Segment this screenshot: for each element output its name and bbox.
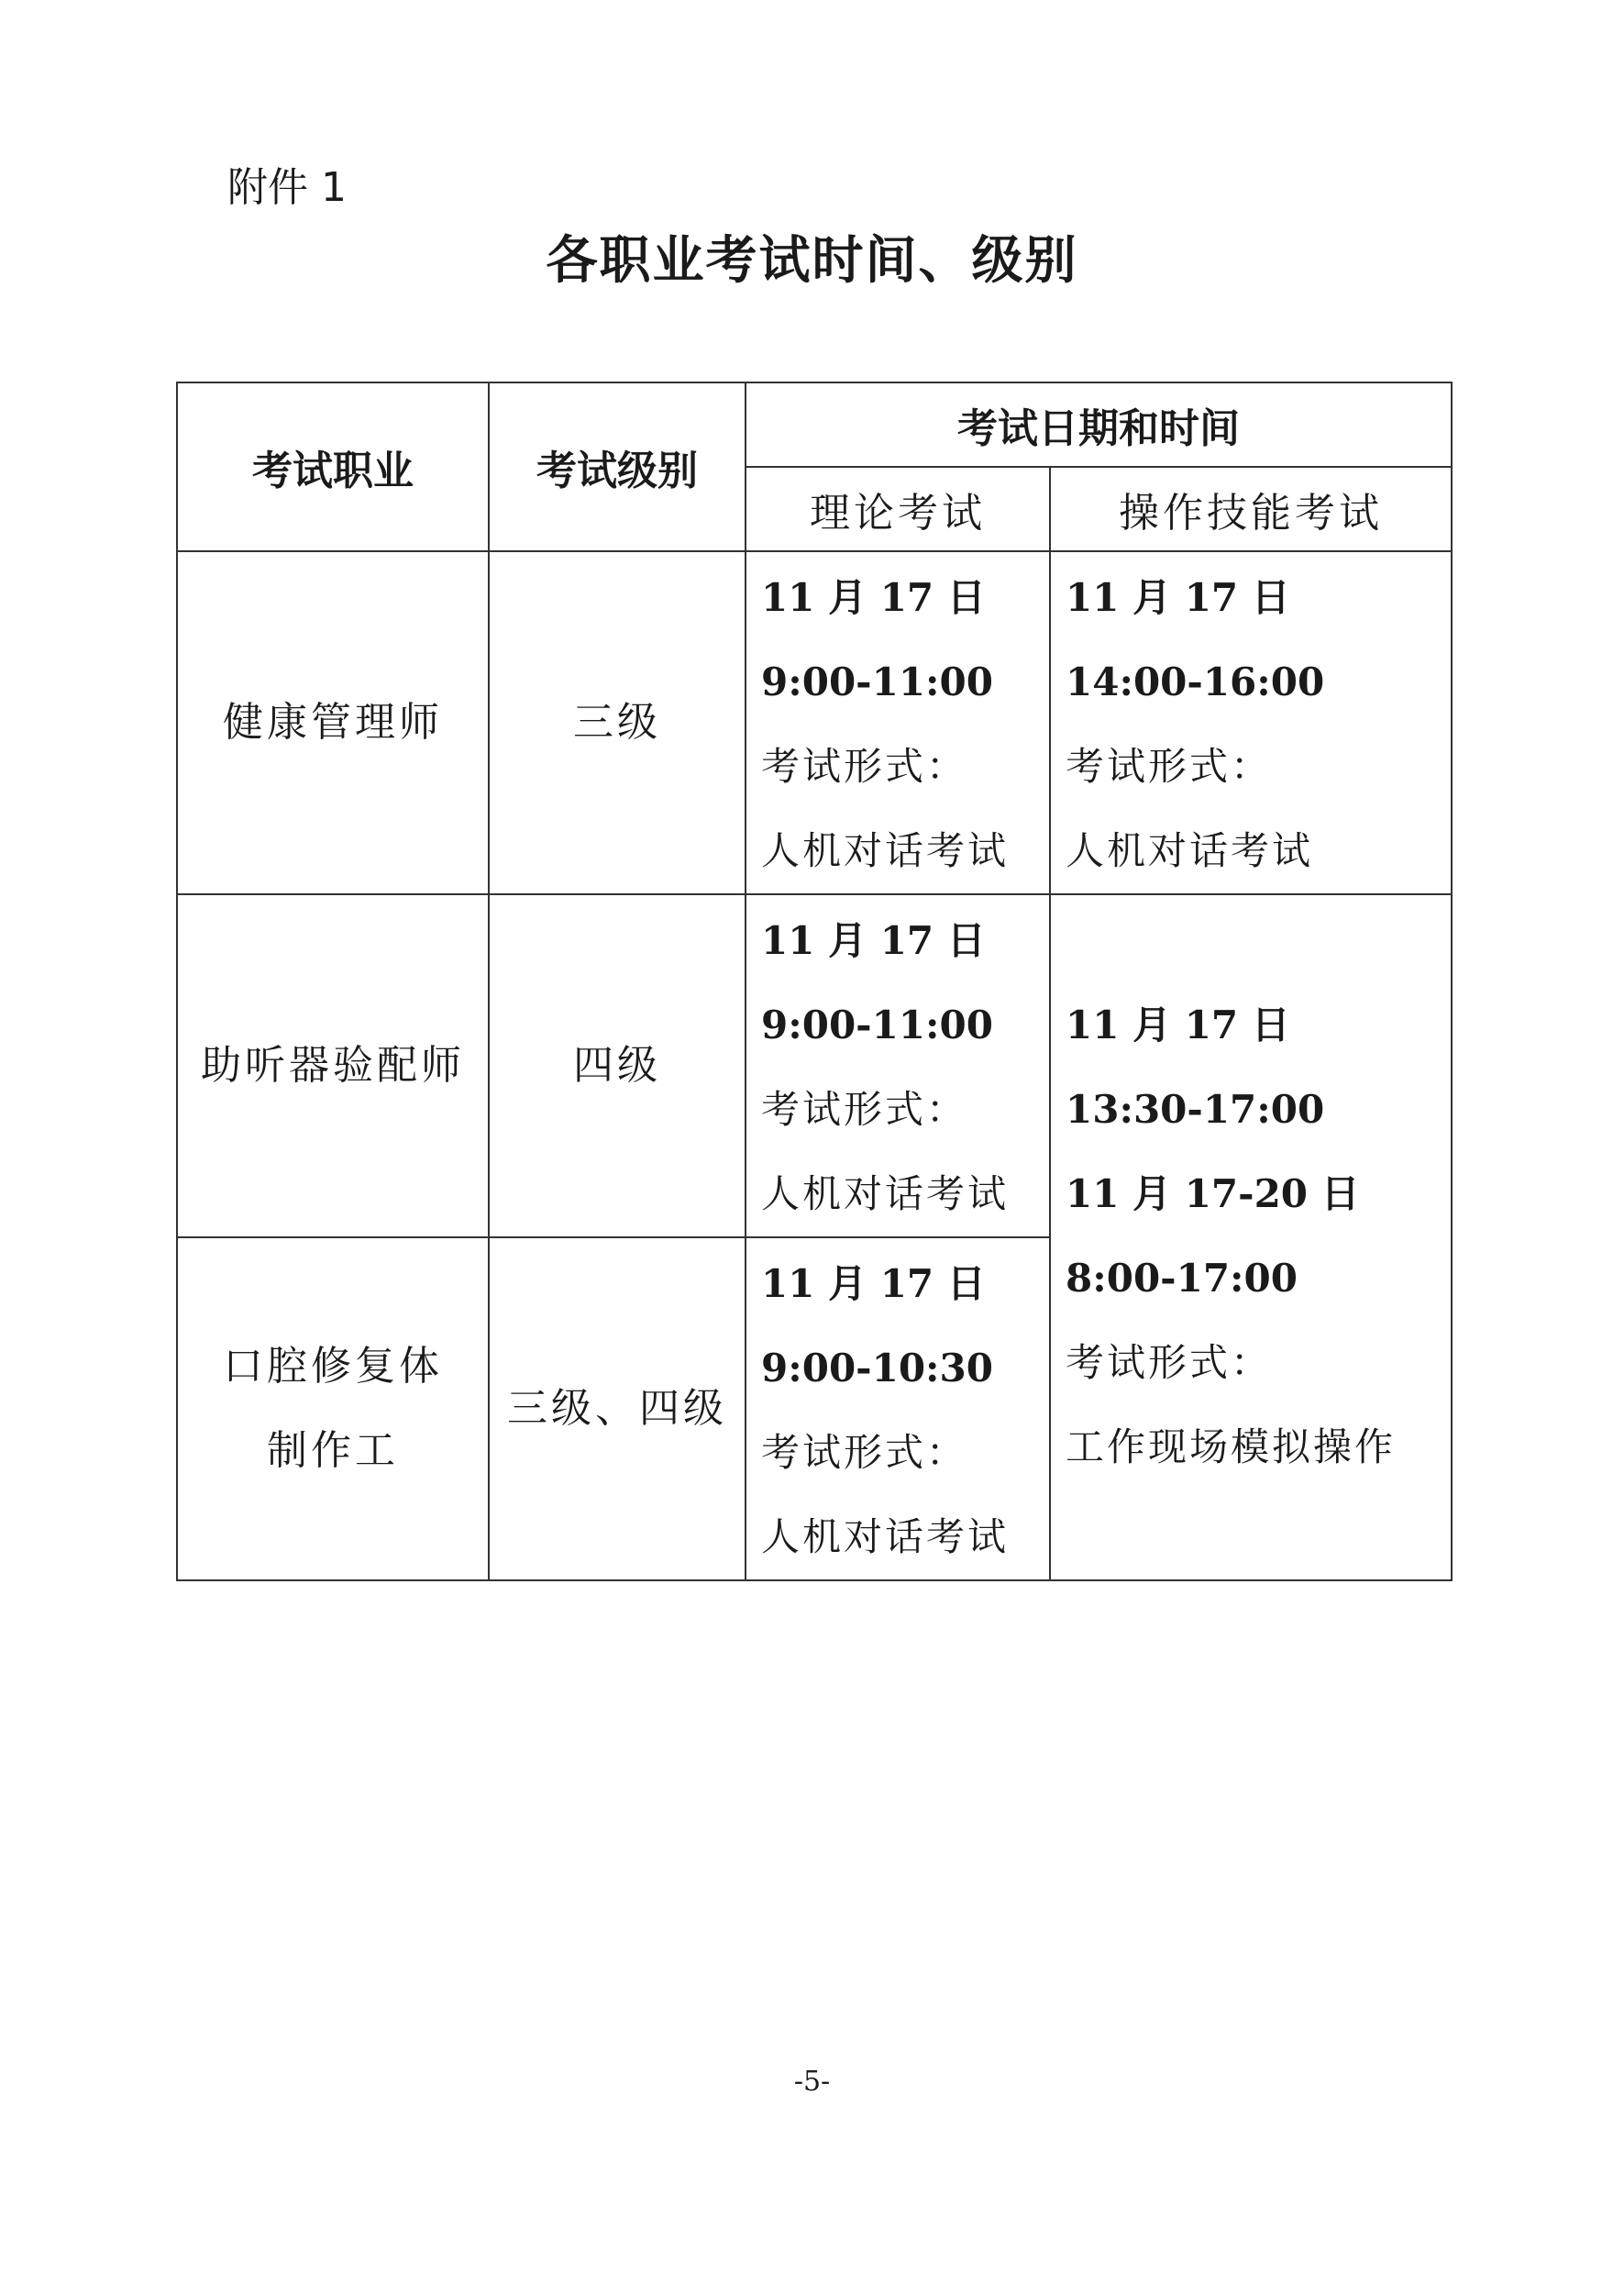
theory-cell [746, 551, 1050, 894]
header-occupation: 考试职业 [177, 382, 489, 551]
level-cell: 三级 [489, 551, 746, 894]
theory-form: 人机对话考试 [761, 1171, 1010, 1216]
practical-time: 14:00-16:00 [1066, 659, 1325, 704]
document-title: 各职业考试时间、级别 [546, 231, 1078, 291]
theory-form-label: 考试形式： [761, 1430, 968, 1475]
theory-time: 9:00-11:00 [761, 659, 994, 704]
level-cell: 四级 [489, 894, 746, 1237]
exam-schedule-table [176, 382, 1453, 1581]
shared-practical-form: 工作现场模拟操作 [1066, 1424, 1397, 1469]
shared-practical-date-2: 11 月 17-20 日 [1066, 1171, 1360, 1216]
shared-practical-time-2: 8:00-17:00 [1066, 1256, 1298, 1301]
practical-cell [1050, 551, 1452, 894]
practical-date: 11 月 17 日 [1066, 575, 1290, 620]
theory-form-label: 考试形式： [761, 1087, 968, 1132]
theory-form-label: 考试形式： [761, 744, 968, 789]
occupation-cell: 助听器验配师 [177, 894, 489, 1237]
table-row [177, 551, 1452, 894]
level-cell: 三级、四级 [489, 1237, 746, 1580]
theory-cell [746, 894, 1050, 1237]
table-row [177, 894, 1452, 1237]
theory-cell [746, 1237, 1050, 1580]
occupation-line-1: 口腔修复体 [223, 1343, 443, 1390]
shared-practical-cell [1050, 894, 1452, 1580]
theory-form: 人机对话考试 [761, 828, 1010, 873]
theory-time: 9:00-11:00 [761, 1002, 994, 1047]
theory-form: 人机对话考试 [761, 1514, 1010, 1559]
page-number: -5- [793, 2066, 831, 2098]
attachment-label: 附件 1 [227, 164, 347, 211]
header-theory: 理论考试 [746, 467, 1050, 551]
occupation-cell: 健康管理师 [177, 551, 489, 894]
shared-practical-form-label: 考试形式： [1066, 1340, 1273, 1385]
occupation-cell [177, 1237, 489, 1580]
shared-practical-date-1: 11 月 17 日 [1066, 1002, 1290, 1047]
occupation-line-2: 制作工 [267, 1427, 399, 1474]
theory-date: 11 月 17 日 [761, 1261, 986, 1306]
theory-time: 9:00-10:30 [761, 1346, 994, 1390]
shared-practical-time-1: 13:30-17:00 [1066, 1087, 1325, 1132]
header-datetime-group: 考试日期和时间 [746, 382, 1452, 467]
theory-date: 11 月 17 日 [761, 575, 986, 620]
theory-date: 11 月 17 日 [761, 918, 986, 963]
header-practical: 操作技能考试 [1050, 467, 1452, 551]
header-level: 考试级别 [489, 382, 746, 551]
practical-form-label: 考试形式： [1066, 744, 1273, 789]
practical-form: 人机对话考试 [1066, 828, 1314, 873]
